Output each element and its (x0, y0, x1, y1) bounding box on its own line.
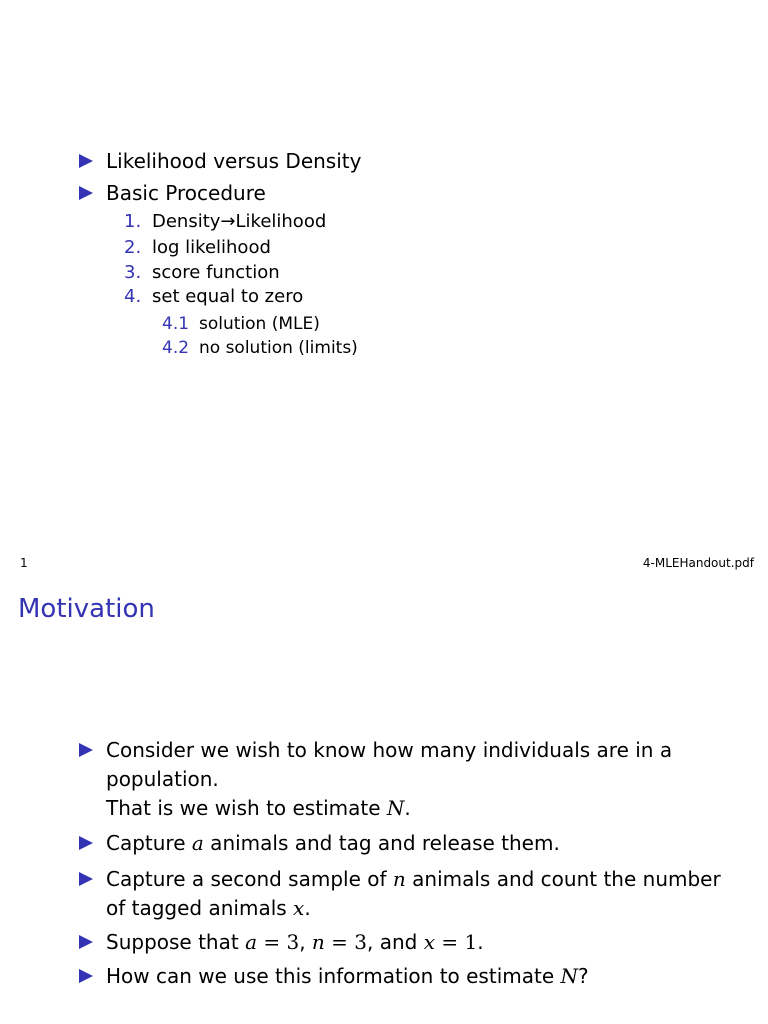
motivation-bullet-1-line-1: Consider we wish to know how many individuals are in a (106, 738, 673, 762)
text-segment: Capture a second sample of (106, 867, 393, 891)
math-variable: x (423, 930, 435, 954)
slide-motivation (0, 555, 768, 1024)
bullet-triangle-icon (79, 743, 93, 757)
step-number: 3. (124, 262, 142, 283)
step-text: log likelihood (152, 237, 271, 258)
text-segment: animals and tag and release them. (203, 831, 560, 855)
text-segment: That is we wish to estimate (106, 796, 387, 820)
motivation-bullet-3-line-1 (106, 867, 721, 891)
text-segment: , (299, 930, 312, 954)
step-number: 2. (124, 237, 142, 258)
math-variable: a (245, 930, 257, 954)
math-variable: N (386, 796, 405, 820)
text-segment: How can we use this information to estimate (106, 964, 561, 988)
math-variable: N (560, 964, 578, 988)
outline-bullet-2: Basic Procedure (106, 181, 266, 205)
substep-text: solution (MLE) (199, 314, 320, 334)
text-segment: Capture (106, 831, 192, 855)
outline-bullet-1: Likelihood versus Density (106, 149, 362, 173)
step-text: set equal to zero (152, 286, 304, 307)
bullet-triangle-icon (79, 186, 93, 200)
step-text: score function (152, 262, 280, 283)
bullet-triangle-icon (79, 969, 93, 983)
substep-item-1 (162, 314, 320, 334)
text-segment: . (477, 930, 484, 954)
math-equation: = 3 (257, 930, 300, 954)
motivation-bullet-5 (106, 964, 589, 988)
motivation-bullet-3-line-2 (106, 896, 311, 920)
bullet-triangle-icon (79, 836, 93, 850)
motivation-bullet-1-line-2: population. (106, 767, 219, 791)
footer-filename: 4-MLEHandout.pdf (642, 556, 754, 570)
text-segment: Suppose that (106, 930, 246, 954)
slide-title: Motivation (18, 594, 155, 624)
math-variable: a (191, 831, 204, 855)
math-equation: = 1 (435, 930, 478, 954)
page-number: 1 (20, 556, 28, 570)
step-item-1 (124, 211, 326, 233)
text-segment: , and (367, 930, 424, 954)
text-segment: animals and count the number (405, 867, 721, 891)
bullet-triangle-icon (79, 935, 93, 949)
step-number: 1. (124, 211, 142, 232)
substep-number: 4.1 (162, 314, 190, 334)
text-segment: ? (578, 964, 589, 988)
text-segment: of tagged animals (106, 896, 294, 920)
step-number: 4. (124, 286, 142, 307)
math-variable: n (311, 930, 325, 954)
step-text: Density→Likelihood (152, 211, 327, 232)
substep-number: 4.2 (162, 338, 190, 358)
motivation-bullet-2 (106, 831, 560, 855)
math-equation: = 3 (324, 930, 368, 954)
bullet-triangle-icon (79, 872, 93, 886)
substep-item-2 (162, 338, 358, 358)
step-item-2 (124, 237, 271, 259)
substep-text: no solution (limits) (199, 338, 358, 358)
motivation-bullet-4 (106, 930, 484, 954)
step-item-3 (124, 262, 280, 284)
motivation-bullet-1-line-3 (106, 796, 411, 820)
bullet-triangle-icon (79, 154, 93, 168)
math-variable: n (392, 867, 406, 891)
text-segment: . (404, 796, 411, 820)
step-item-4 (124, 286, 303, 308)
math-variable: x (293, 896, 305, 920)
text-segment: . (304, 896, 311, 920)
